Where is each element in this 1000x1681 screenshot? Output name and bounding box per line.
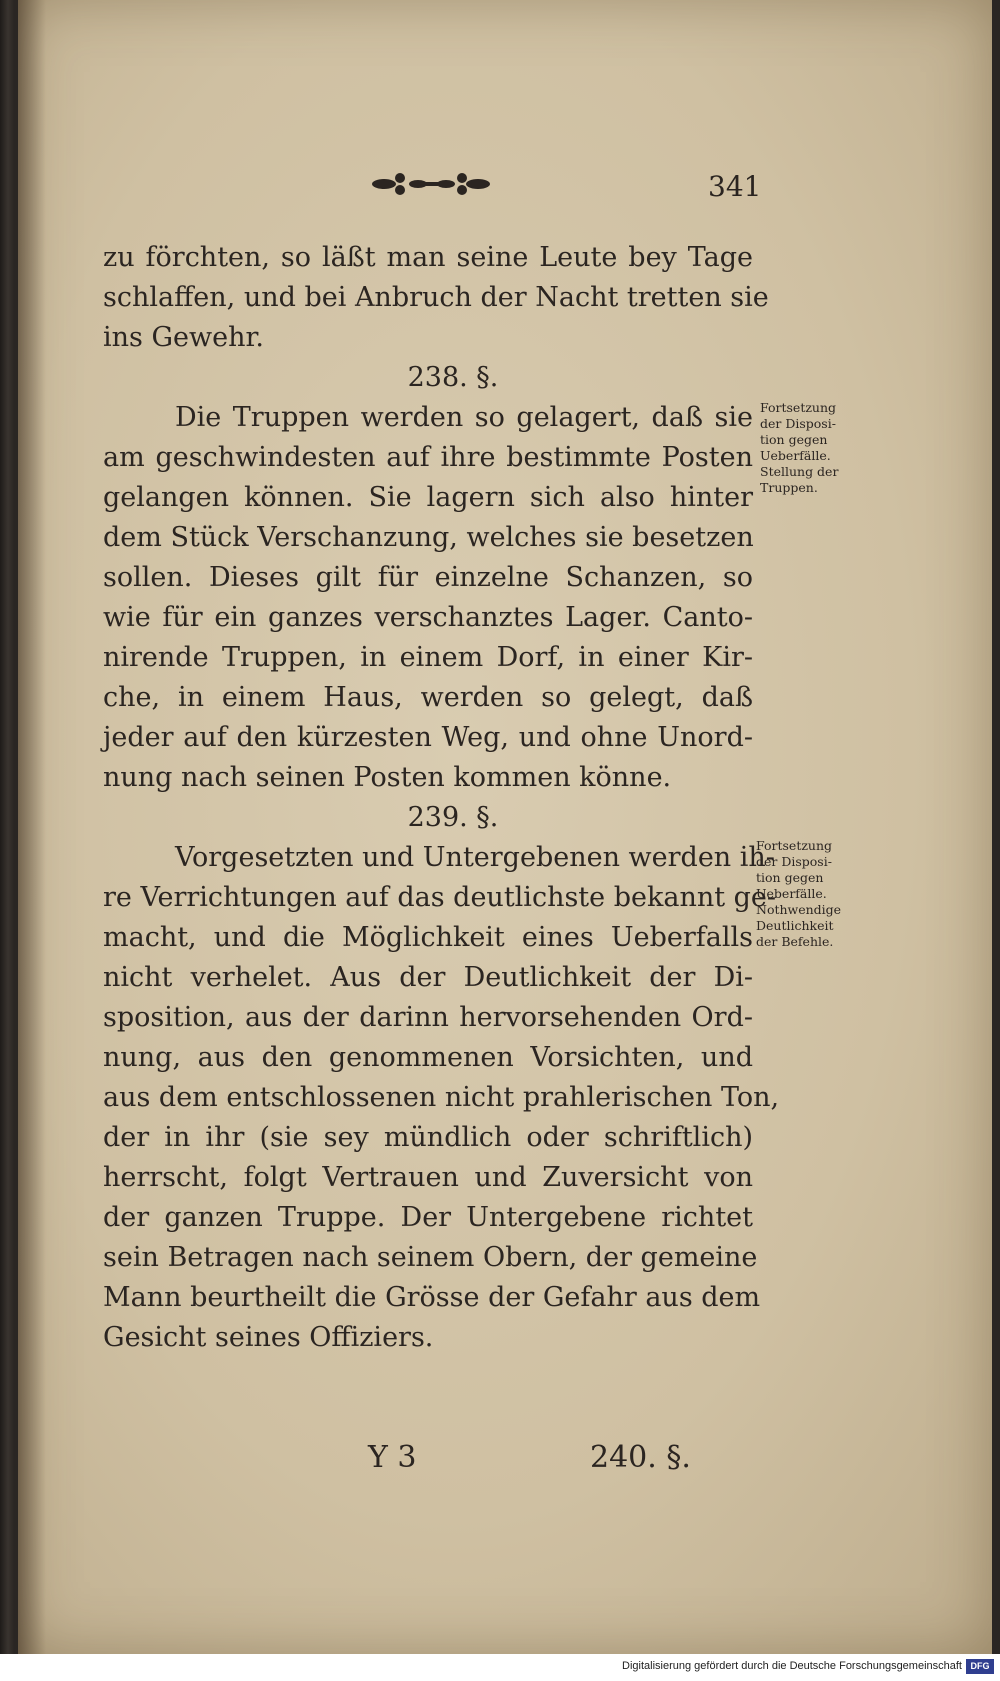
text-line: nung, aus den genommenen Vorsichten, und <box>103 1042 753 1073</box>
text-line: macht, und die Möglichkeit eines Ueberfalls <box>103 922 753 953</box>
text-line: herrscht, folgt Vertrauen und Zuversicht von <box>103 1162 753 1193</box>
margin-note-line: tion gegen <box>756 870 824 885</box>
text-line: Vorgesetzten und Untergebenen werden ih- <box>175 842 775 873</box>
text-line: sposition, aus der darinn hervorsehenden Ord- <box>103 1002 753 1033</box>
margin-note-line: der Disposi- <box>756 854 832 869</box>
text-line: der ganzen Truppe. Der Untergebene richtet <box>103 1202 753 1233</box>
signature-mark: Y 3 <box>368 1440 417 1475</box>
text-line: Die Truppen werden so gelagert, daß sie <box>175 402 753 433</box>
margin-note-line: Deutlichkeit <box>756 918 834 933</box>
margin-note-line: der Befehle. <box>756 934 834 949</box>
page-number: 341 <box>708 170 762 203</box>
text-line: jeder auf den kürzesten Weg, und ohne Unord- <box>103 722 753 753</box>
text-line: ins Gewehr. <box>103 322 265 353</box>
main-text <box>103 238 780 1358</box>
text-line: nirende Truppen, in einem Dorf, in einer Kir- <box>103 642 753 673</box>
text-line: Gesicht seines Offiziers. <box>103 1322 434 1353</box>
catchword: 240. §. <box>590 1440 691 1475</box>
credit-bar <box>0 1654 1000 1681</box>
margin-note-239 <box>756 838 856 950</box>
text-line: re Verrichtungen auf das deutlichste bekannt ge- <box>103 882 777 913</box>
text-line: aus dem entschlossenen nicht prahlerischen Ton, <box>103 1082 780 1113</box>
section-heading-238: 238. §. <box>407 362 499 393</box>
text-line: sein Betragen nach seinem Obern, der gemeine <box>103 1242 758 1273</box>
ornament-icon <box>366 166 496 202</box>
dfg-logo-icon: DFG <box>966 1659 994 1674</box>
text-line: sollen. Dieses gilt für einzelne Schanzen, so <box>103 562 753 593</box>
margin-note-line: Fortsetzung <box>756 838 833 853</box>
margin-note-238 <box>760 400 860 496</box>
text-line: dem Stück Verschanzung, welches sie besetzen <box>103 522 754 553</box>
margin-note-line: Truppen. <box>760 480 818 495</box>
text-line: wie für ein ganzes verschanztes Lager. Canto- <box>103 602 753 633</box>
text-line: schlaffen, und bei Anbruch der Nacht tretten sie <box>103 282 769 313</box>
margin-note-line: der Disposi- <box>760 416 836 431</box>
margin-note-line: Ueberfälle. <box>756 886 827 901</box>
text-line: zu förchten, so läßt man seine Leute bey Tage <box>103 242 753 273</box>
text-line: am geschwindesten auf ihre bestimmte Posten <box>103 442 753 473</box>
text-line: nung nach seinen Posten kommen könne. <box>103 762 672 793</box>
margin-note-line: Stellung der <box>760 464 839 479</box>
margin-note-line: Ueberfälle. <box>760 448 831 463</box>
text-line: che, in einem Haus, werden so gelegt, daß <box>103 682 753 713</box>
margin-note-line: Nothwendige <box>756 902 842 917</box>
book-page <box>18 0 992 1654</box>
margin-note-line: Fortsetzung <box>760 400 837 415</box>
text-line: Mann beurtheilt die Grösse der Gefahr aus dem <box>103 1282 761 1313</box>
margin-note-line: tion gegen <box>760 432 828 447</box>
credit-text: Digitalisierung gefördert durch die Deutsche Forschungsgemeinschaft <box>622 1660 962 1672</box>
text-line: nicht verhelet. Aus der Deutlichkeit der Di- <box>103 962 753 993</box>
text-line: gelangen können. Sie lagern sich also hinter <box>103 482 753 513</box>
section-heading-239: 239. §. <box>407 802 499 833</box>
text-line: der in ihr (sie sey mündlich oder schriftlich) <box>103 1122 753 1153</box>
page-spine-shadow <box>18 0 46 1654</box>
